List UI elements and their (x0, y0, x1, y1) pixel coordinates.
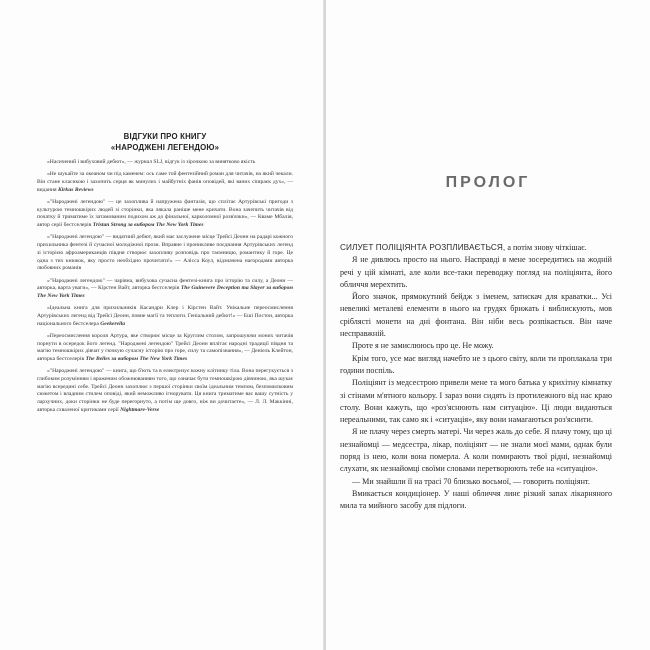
reviews-title-line2: «НАРОДЖЕНІ ЛЕГЕНДОЮ» (110, 142, 220, 152)
review-text: «"Народжені легендою" — це захоплива й напружена фантазія, що сплітає Артурівські пригоди з культурою темношкірих людей зі сторінки, яка лякала раніше мене кричати. Вона зачепить читачів від початку й триматиме їх затамованим подихом аж до фінальної, карколомної розв'язки», — Кваме Мбалія, автор серії бестселерів (37, 199, 293, 229)
chapter-title: ПРОЛОГ (445, 174, 531, 191)
review-item (37, 305, 293, 328)
review-item (37, 171, 293, 194)
prologue-paragraph: — Ми знайшли її на трасі 70 близько восьмої, — говорить поліціянт. (352, 476, 590, 486)
review-item (37, 159, 293, 167)
prologue-paragraph: Проте я не замислююсь про це. Не можу. (352, 341, 494, 351)
review-item (37, 368, 293, 414)
prologue-paragraph: Я не плачу через смерть матері. Чи через жаль до себе. Я плачу тому, що ці незнайомці — медсестра, лікар, поліціянт — не знали моєї мами, однак були поряд із нею, коли вона померла. А коли помирають твої рідні, незнайомці слухати, як незнайомці своїми словами перетворюють тебе на «ситуацію». (340, 427, 612, 474)
review-text: «Не шукайте за океаном чи під каменем: ось саме той фентезійний роман для читачів, на який чекали. Він стане класикою і захопить серця як минулих і майбутніх фанів оповідей, які ваних спираєк дух», — видання (37, 171, 293, 193)
review-text: «"Народжені легендою" — чарівна, вибухова сучасна фентезі-книга про історію та силу, а Деонн — авторка, варта уваги», — Кірстен Вайт, авторка бестселерів (37, 277, 293, 292)
opening-paragraph (340, 242, 612, 254)
review-text: «Ідеальна книга для прихильників Касандри Клер і Кірстен Вайт. Унікальне переосмислення Артурівських легенд від Трейсі Деонн, повне магії та теплоти. Геніальний дебют!» — Еші Постон, авторка національного бестселера (37, 305, 293, 327)
reviews-title (37, 132, 293, 153)
prologue-paragraph: Я не дивлюсь просто на нього. Насправді я мене зосередитись на жодній речі у цій кімнаті, але коли все-таки переводжу погляд на поліціянта, його обличчя мерехтить. (340, 255, 612, 289)
opening-rest: а потім знову чіткішає. (505, 243, 587, 252)
review-source: Kirkus Reviews (57, 186, 94, 193)
review-text: «"Народжені легендою" — видатний дебют, який має заслужене місце Трейсі Деонн на радарі кожного прихильника фентезі й сучасної молодіжної прози. Вправне і проникливе поєднання Артурівських легенд зі історією афроамериканців півдня створює захопливу розповідь про таємницю, романтику й горе. Це одна з тих книжок, яку просто необхідно прочитати!» — Алісса Коул, відзначена нагородами авторка любовних романів (37, 234, 293, 272)
review-source: The Guinevere Deception та Slayer за вибором The New York Times (37, 285, 293, 299)
review-source: Geekerella (100, 320, 126, 327)
reviews-title-line1: ВІДГУКИ ПРО КНИГУ (123, 132, 207, 141)
review-text: «Переосмислення короля Артура, яке створює місце за Круглим столом, запрошуючи моних читачів порнути в осередок його легенд. "Народжені легендою" Трейсі Деонн вплітає народні традиції півдня та магію темношкірих дівчат у гючкую сучасну історію про горе, силу та самопізнання», — Деніель Клейтон, авторка бестселерів (37, 332, 293, 363)
reviews-list (37, 159, 293, 415)
prologue-paragraph: Його значок, прямокутний бейдж з іменем, затискач для краватки... Усі невеликі металеві елементи в нього на грудях брижать і виблискують, мов сріблясті монети на дні фонтана. Він ніби весь розпікається. Він наче несправжній. (340, 292, 612, 339)
review-source: Tristan Strong за вибором The New York Times (92, 222, 204, 229)
review-source: The Belles за вибором The New York Times (85, 356, 188, 363)
reviews-section (37, 132, 293, 419)
review-item (37, 234, 293, 273)
review-item (37, 278, 293, 301)
left-page (0, 0, 324, 650)
prologue-text (340, 242, 612, 513)
review-item (37, 333, 293, 364)
prologue-paragraph: Крім того, усе має вигляд начебто не з цього світу, коли ти проплакала три години поспіль. (340, 353, 612, 375)
review-item (37, 199, 293, 230)
prologue-paragraph: Поліціянт із медсестрою привели мене та мого батька у крихітну кімнатку зі стінами м'ятного кольору. І зараз вони сидять із протилежного від нас краю столу. Вони кажуть, що «роз'яснюють нам ситуацію». Ці люди видаються нереальними, так само як і «ситуація», яку вони намагаються роз'яснити. (340, 378, 612, 425)
review-text: «Насичений і вибуховий дебют», — журнал SLJ, відгук із зірочкою за винятково якість (47, 159, 256, 165)
prologue-paragraph: Вмикається кондиціонер. У наші обличчя линє різкий запах лікарняного мила та мийного засобу для підлоги. (340, 488, 612, 511)
review-source: Nightmare-Verse (120, 406, 160, 413)
opening-small-caps: СИЛУЕТ ПОЛІЦІЯНТА РОЗПЛИВАЄТЬСЯ, (340, 243, 506, 252)
review-text: «"Народжені легендою" — книга, що б'ють та в електризує кожну клітинку тіла. Вона перегукується з глибоким розумінням і враженим обожнюванням того, що означає бути темношкірою дівчиною, яка шукає магію всередині себе. Трейсі Деонн захоплює з першої сторінки своїм ідеальним темпом, безпомилковим сюжетом і владним стилем оповіді, який неможливо ігнорувати. Ця книга триматиме вас вашу сутність у лархучних, доки сторінки не буде перегорнуто, а потім ще довго, ніж ви дочитаєте», — Л. Л. Маккінні, авторка схваленої критиками серії (37, 368, 293, 413)
prologue-paragraphs (340, 254, 612, 512)
